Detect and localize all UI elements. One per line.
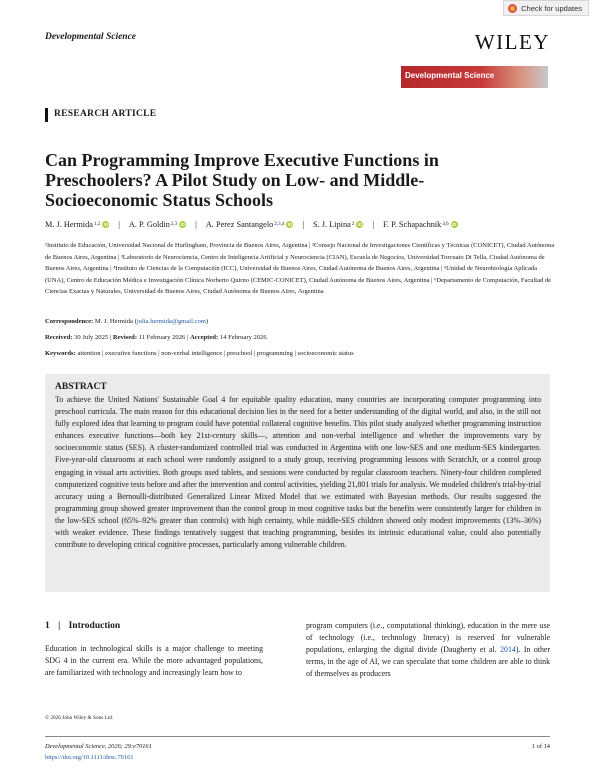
doi-link[interactable]: https://doi.org/10.1111/desc.70161 xyxy=(45,754,134,761)
abstract-text: To achieve the United Nations' Sustainable Goal 4 for equitable quality education, many countries are incorporating computer programming into preschool curricula. The main reason for this educational decision lies in the need for a better understanding of the digital world, and also, in the still not fully explored idea that learning to program could have potential collateral cognitive benefits. This pilot study analyzed whether programming instruction enhances executive functions—both key 21st-century skills—, attention and non-verbal intelligence and whether the improvements vary by socioeconomic status (SES). A cluster-randomized controlled trial was conducted in Argentina with one low-SES and one medium-SES kindergarten. Five-year-old classrooms at each school were randomly assigned to a study group, receiving programming lessons with ScratchJr, or a control group engaging in visual arts activities. Both groups used tablets, and sessions were conducted by regular classroom teachers. Ninety-four children completed computerized cognitive tests before and after the intervention and control activities, yielding 21,801 trials for analysis. We modeled children's trial-by-trial accuracy using a Bernoulli-distributed Generalized Linear Mixed Model that we estimated with Bayesian methods. Our results suggested the programming group showed greater improvement than the control group in most cognitive tasks but the benefits were consistently larger for children in the low-SES school (65%–92% greater than controls) with high certainty, while middle-SES children showed only modest improvements (13%–36%) with weaker evidence. These findings tentatively suggest that teaching programming, besides its intrinsic educational value, could also potentially contribute to developing critical cognitive processes, particularly among vulnerable children. xyxy=(55,395,541,550)
journal-banner xyxy=(401,66,548,88)
article-dates xyxy=(45,334,267,341)
check-for-updates-button[interactable] xyxy=(503,0,589,16)
author-separator: | xyxy=(118,220,120,229)
page-number: 1 of 14 xyxy=(531,743,550,750)
revised-date: 11 February 2026 xyxy=(138,334,186,341)
orcid-icon[interactable]: iD xyxy=(103,222,108,227)
received-date: 30 July 2025 xyxy=(74,334,109,341)
orcid-icon[interactable]: iD xyxy=(451,222,457,227)
author-affiliation-ref: 1,2 xyxy=(93,222,101,227)
author-name: F. P. Schapachnik xyxy=(382,220,442,229)
journal-name: Developmental Science xyxy=(45,32,137,42)
introduction-heading xyxy=(45,621,120,631)
author-affiliation-ref: 2,3,4 xyxy=(274,222,285,227)
abstract-heading: ABSTRACT xyxy=(55,382,107,392)
correspondence-email-link[interactable]: julia.hermida@gmail.com xyxy=(136,318,206,325)
article-type: RESEARCH ARTICLE xyxy=(54,109,157,119)
author-separator: | xyxy=(302,220,304,229)
revised-label: Revised: xyxy=(112,334,138,341)
author[interactable] xyxy=(383,220,458,229)
footer-divider xyxy=(45,736,550,737)
author[interactable] xyxy=(129,220,186,229)
abstract-box xyxy=(45,374,550,592)
article-title: Can Programming Improve Executive Functions in Preschoolers? A Pilot Study on Low- and Middle-Socioeconomic Status Schools xyxy=(45,150,439,210)
author-affiliation-ref: 2,3 xyxy=(170,222,178,227)
author-name: M. J. Hermida xyxy=(45,220,93,229)
accepted-date: 14 February 2026 xyxy=(219,334,267,341)
paren-open: ( xyxy=(134,318,137,325)
affiliations: ¹Instituto de Educación, Universidad Nacional de Hurlingham, Provincia de Buenos Aires, Argentina | ²Consejo Nacional de Investigaciones Científicas y Técnicas (CONICET), Ciudad Autónoma de Buenos Aires, Argentina | ³Laboratorio de Neurociencia, Centro de Inteligencia Artificial y Neurociencia (CIAN), Escuela de Negocios, Universidad Torcuato Di Tella, Ciudad Autónoma de Buenos Aires, Argentina | ⁴Instituto de Ciencias de la Computación (ICC), Universidad de Buenos Aires, Ciudad Autónoma de Buenos Aires, Argentina | ⁵Unidad de Neurobiología Aplicada (UNA), Centro de Educación Médica e Investigación Clínica Norberto Quirno (CEMIC-CONICET), Ciudad Autónoma de Buenos Aires, Argentina | ⁶Departamento de Computación, Facultad de Ciencias Exactas y Naturales, Universidad de Buenos Aires, Ciudad Autónoma de Buenos Aires, Argentina xyxy=(45,242,555,295)
article-type-bar xyxy=(45,108,48,122)
crossmark-icon xyxy=(508,4,517,13)
author-name: A. P. Goldin xyxy=(128,220,170,229)
orcid-icon[interactable]: iD xyxy=(357,222,363,227)
correspondence xyxy=(45,318,208,325)
orcid-icon[interactable]: iD xyxy=(180,222,185,227)
author-list xyxy=(45,220,458,229)
author-separator: | xyxy=(195,220,197,229)
author[interactable] xyxy=(313,220,363,229)
correspondence-name: M. J. Hermida xyxy=(94,318,133,325)
author[interactable] xyxy=(206,220,294,229)
copyright: © 2026 John Wiley & Sons Ltd. xyxy=(45,715,114,721)
journal-reference: Developmental Science, 2026; 29:e70161 xyxy=(45,743,152,750)
section-title: Introduction xyxy=(68,621,121,631)
author-name: A. Perez Santangelo xyxy=(205,220,274,229)
author-separator: | xyxy=(372,220,374,229)
author-affiliation-ref: 2 xyxy=(351,222,355,227)
introduction-right-column xyxy=(306,620,550,680)
keywords xyxy=(45,350,354,357)
keywords-label: Keywords: xyxy=(45,350,76,357)
paren-close: ) xyxy=(205,318,209,325)
intro-text-before-citation: program computers (i.e., computational thinking), education in the mere use of technology (i.e., technology literacy) is reserved for vulnerable populations, enlarging the digital divide (Daugherty et al. xyxy=(306,621,550,655)
accepted-label: Accepted: xyxy=(189,334,219,341)
journal-banner-text: Developmental Science xyxy=(405,71,495,80)
keywords-text: attention | executive functions | non-verbal intelligence | preschool | programming | socioeconomic status xyxy=(77,350,354,357)
intro-text-after-citation: ). In other terms, in the age of AI, we can speculate that some children are able to think of themselves as producers xyxy=(306,645,550,679)
orcid-icon[interactable]: iD xyxy=(287,222,293,227)
citation-link[interactable]: 2014 xyxy=(500,645,516,655)
publisher-logo: WILEY xyxy=(474,30,550,54)
date-separator: | xyxy=(109,334,112,341)
section-number: 1 xyxy=(45,621,50,631)
check-for-updates-label: Check for updates xyxy=(521,3,582,13)
author-name: S. J. Lipina xyxy=(313,220,351,229)
section-separator: | xyxy=(58,621,61,631)
correspondence-label: Correspondence: xyxy=(45,318,94,325)
author-affiliation-ref: 4,6 xyxy=(442,222,449,227)
introduction-left-column: Education in technological skills is a major challenge to meeting SDG 4 in the current era. While the more advantaged populations, are familiarized with technology and increasingly learn how to xyxy=(45,644,263,678)
received-label: Received: xyxy=(45,334,73,341)
date-separator: | xyxy=(186,334,189,341)
author[interactable] xyxy=(45,220,109,229)
